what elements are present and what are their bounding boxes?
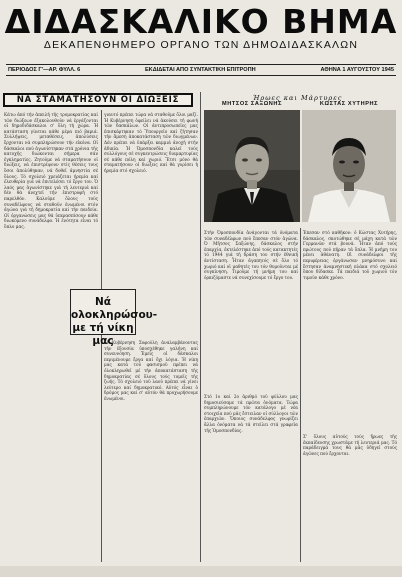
newspaper-title: ΔΙΔΑΣΚΑΛΙΚΟ ΒΗΜΑ bbox=[4, 2, 398, 41]
portrait-photo-left bbox=[204, 110, 300, 222]
newspaper-subtitle: ΔΕΚΑΠΕΝΘΗΜΕΡΟ ΟΡΓΑΝΟ ΤΩΝ ΔΗΜΟΔΙΔΑΣΚΑΛΩΝ bbox=[43, 39, 359, 51]
article-column-4-continued: Σ' ὅλους αὐτούς τούς ἥρωες τῆς ἐκπαίδευσης χρωστᾶμε τή λευτεριά μας. Τό παράδειγμά τους θά μᾶς ὁδηγεῖ στούς ἀγῶνες πού ἔρχονται. bbox=[303, 434, 397, 456]
article-column-2: γιαυτό πρέπει τώρα νά σταθοῦμε ὅλοι μαζί. Ἡ Κυβέρνηση ὀφείλει νά ἀκούσει τή φωνή τῶν δασκάλων. Οἱ ἀντιπροσωπεῖες μας ἐπισκέφτηκαν τό Ὑπουργεῖο καί ζήτησαν τήν ἄμεση ἀποκατάσταση τῶν διωγμένων. Δέν πρέπει νά ὑπάρξει καμμιά ἀνοχή στήν ἀδικία. Ἡ Ὁμοσπονδία καλεῖ τούς συλλόγους σέ συγκεντρώσεις διαμαρτυρίας σέ κάθε πόλη καί χωριό. Ἔτσι μόνο θά σταματήσουν οἱ διώξεις καί θά γυρίσει ἡ ἠρεμία στό σχολειό. bbox=[104, 112, 198, 173]
article-column-3: Στήν Ὁμοσπονδία ἀνάγονται τά ὀνόματα τῶν συναδέλφων πού ἔπεσαν στόν ἀγώνα. Ὁ Μῆτσος Σαξώνης, δάσκαλος στήν ἐπαρχία, ἐκτελέστηκε ἀπό τούς κατακτητές τό 1944 γιά τή δράση του στήν ἐθνική ἀντίσταση. Ἦταν ἀγαπητός σέ ὅλο τό χωριό καί οἱ μαθητές του τόν θυμοῦνται μέ συγκίνηση. Τιμοῦμε τή μνήμη του καί ὁρκιζόμαστε νά συνεχίσουμε τό ἔργο του. bbox=[204, 230, 298, 280]
article-column-4: Ἐπεσαν στό καθῆκον: ὁ Κώστας Χυτήρης, δάσκαλος, σκοτώθηκε σέ μάχη κατά τῶν Γερμανῶν στά βουνά. Ἦταν ἀπό τούς πρώτους πού πῆραν τά ὅπλα. Ἡ μνήμη του μένει ἀθάνατη. Οἱ συνάδελφοι τῆς περιφέρειας ὀργάνωσαν μνημόσυνο καί ἔστησαν ἀναμνηστική πλάκα στό σχολειό ὅπου δίδασκε. Τά παιδιά τοῦ χωριοῦ τόν τιμοῦν κάθε χρόνο. bbox=[303, 230, 397, 280]
page-bottom-edge bbox=[0, 566, 402, 577]
boxed-headline bbox=[70, 289, 158, 347]
issue-date: ΑΘΗΝΑ 1 ΑΥΓΟΥΣΤΟΥ 1945 bbox=[320, 67, 394, 73]
article-column-1: Κάτω ἀπό τήν ἀπειλή τῆς τρομοκρατίας καί τῶν διώξεων ἐξακολουθοῦν νά ἐργάζονται οἱ δημοδιδάσκαλοι σ' ὅλη τή χώρα. Ἡ κατάσταση γίνεται κάθε μέρα πιό βαριά. Συλλήψεις, μεταθέσεις, ἀπολύσεις ἔρχονται νά συμπληρώσουν τήν εἰκόνα. Οἱ δάσκαλοι πού ἀγωνίστηκαν στά χρόνια τῆς κατοχῆς διώκονται σήμερα σάν ἐγκληματίες. Ζητοῦμε νά σταματήσουν οἱ διώξεις, νά ἐπιστρέψουν στίς θέσεις τους ὅσοι ἀπολύθηκαν, νά δοθεῖ ἀμνηστία σέ ὅλους. Τό σχολειό χρειάζεται ἠρεμία καί ἐλευθερία γιά νά ἐπιτελέσει τό ἔργο του. Ὁ λαός μας ἀγωνίστηκε γιά τή λευτεριά καί δέν θά ἀνεχτεῖ τήν ἐπιστροφή στό παρελθόν. Καλοῦμε ὅλους τούς συναδέλφους νά σταθοῦν ἑνωμένοι στόν ἀγώνα γιά τή δημοκρατία καί τήν παιδεία. Οἱ ὀργανώσεις μας θά ὑπερασπίσουν κάθε διωκόμενο συνάδελφο. Ἡ ἑνότητα εἶναι τό ὅπλο μας. bbox=[4, 112, 98, 229]
boxed-headline-line-2: με τή νίκη μας bbox=[72, 322, 134, 347]
column-rule bbox=[300, 228, 301, 562]
issue-info-bar bbox=[6, 64, 396, 76]
portrait-photo-right bbox=[302, 110, 396, 222]
publisher-note: ΕΚΔΙΔΕΤΑΙ ΑΠΟ ΣΥΝΤΑΚΤΙΚΗ ΕΠΙΤΡΟΠΗ bbox=[144, 67, 256, 73]
issue-number: ΠΕΡΙΟΔΟΣ Γ'—ΑΡ. ΦΥΛΛ. 6 bbox=[8, 67, 81, 73]
heroes-section-label: Ήρωες και Μάρτυρες bbox=[252, 94, 343, 102]
article-column-2-continued: Ἡ Κυβέρνηση Σοφούλη ἀναλαμβάνοντας τήν ἐξουσία ὑποσχέθηκε γαλήνη καί συνεννόηση. Ἐμεῖς οἱ δάσκαλοι περιμένουμε ἔργα καί ὄχι λόγια. Ἡ νίκη μας κατά τοῦ φασισμοῦ πρέπει νά ὁλοκληρωθεῖ μέ τήν ἀποκατάσταση τῆς δημοκρατίας σέ ὅλους τούς τομεῖς τῆς ζωῆς. Τό σχολειό τοῦ λαοῦ πρέπει νά γίνει λεύτερο καί δημοκρατικό. Αὐτός εἶναι ὁ δρόμος μας καί σ' αὐτόν θά προχωρήσουμε ἑνωμένοι. bbox=[104, 340, 198, 401]
masthead bbox=[0, 0, 402, 51]
boxed-headline-line-1: Νά ολοκληρώσου- bbox=[71, 296, 158, 321]
column-rule bbox=[200, 92, 201, 562]
main-headline: ΝΑ ΣΤΑΜΑΤΗΣΟΥΝ ΟΙ ΔΙΩΞΕΙΣ bbox=[3, 93, 193, 107]
article-column-3-continued: Στό 1ο καί 2ο ἀριθμό τοῦ φύλλου μας δημοσιεύσαμε τά πρῶτα ὀνόματα. Τώρα συμπληρώνουμε τόν κατάλογο μέ νέα στοιχεῖα πού μᾶς ἔστειλαν οἱ σύλλογοι τῶν ἐπαρχιῶν. Ὅποιος συνάδελφος γνωρίζει ἄλλα ὀνόματα νά τά στείλει στά γραφεῖα τῆς Ὁμοσπονδίας. bbox=[204, 394, 298, 433]
photo-caption-left: ΜΗΤΣΟΣ ΣΑΞΩΝΗΣ bbox=[221, 101, 283, 107]
photo-caption-right: ΚΩΣΤΑΣ ΧΥΤΗΡΗΣ bbox=[319, 101, 379, 107]
